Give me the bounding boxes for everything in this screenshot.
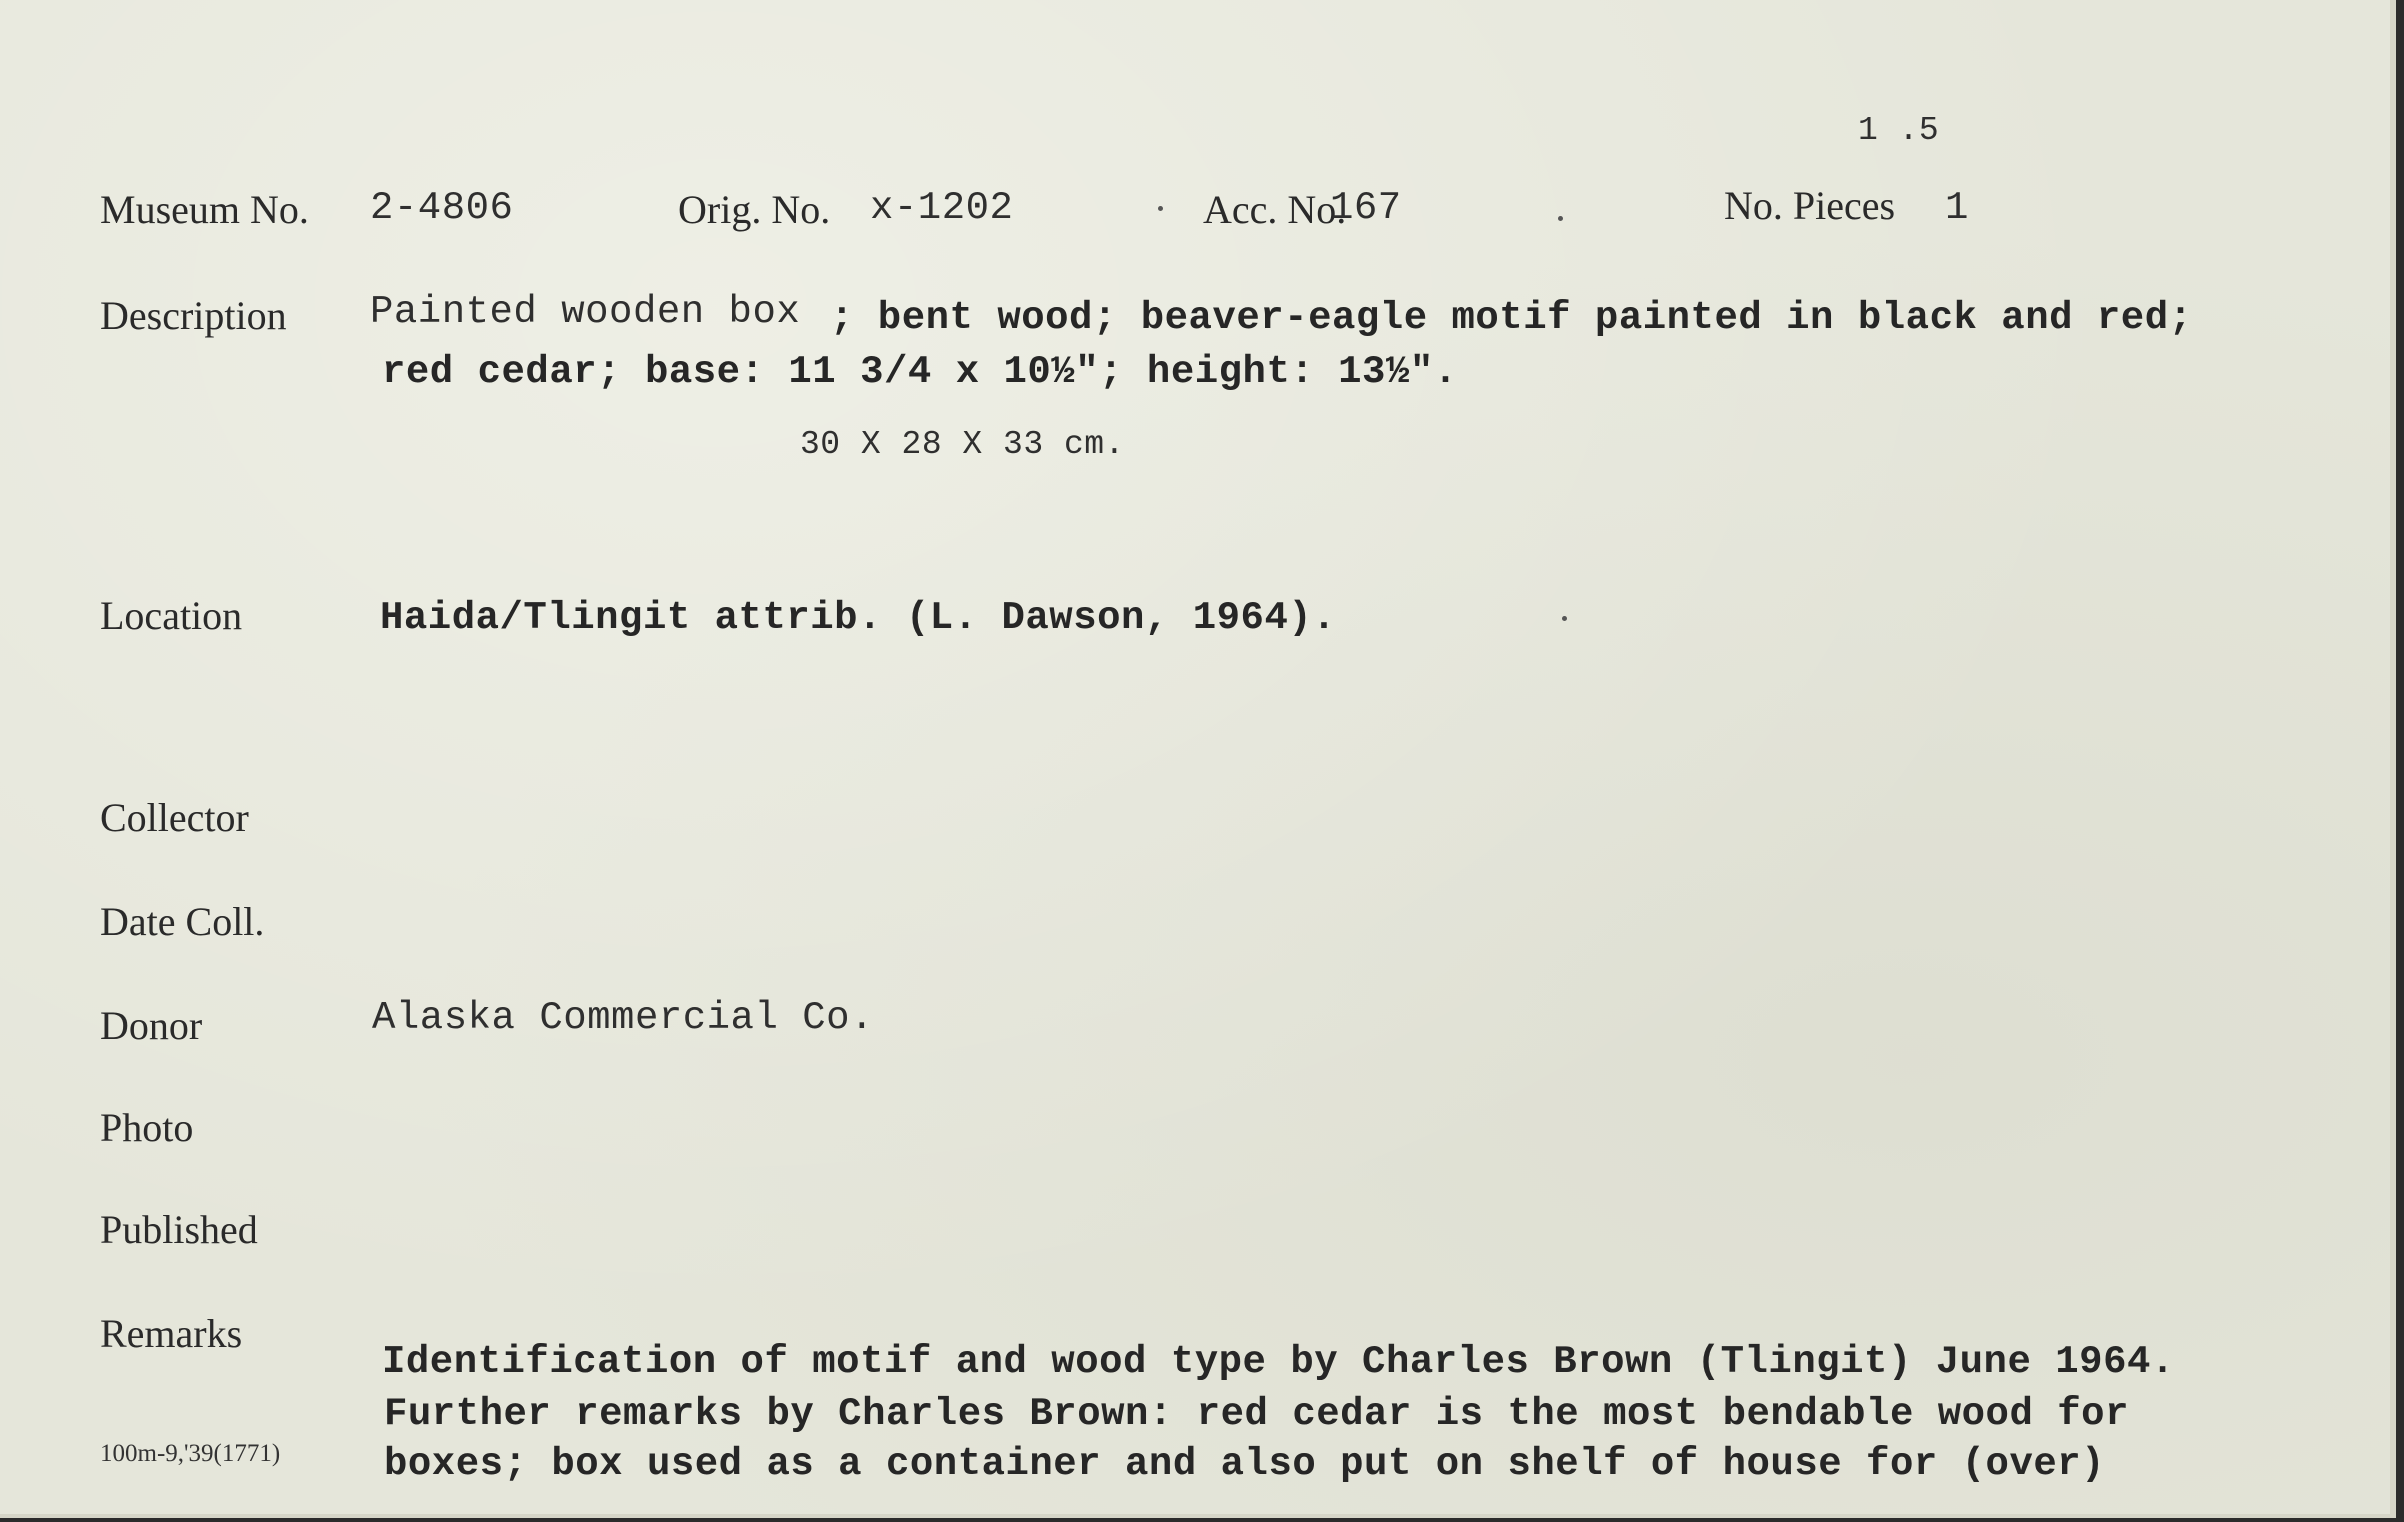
location-label: Location (100, 593, 243, 638)
remarks-line2: Further remarks by Charles Brown: red cedar is the most bendable wood for (384, 1392, 2129, 1436)
description-line1-start: Painted wooden box (370, 290, 801, 334)
acc-no-label: Acc. No. (1203, 187, 1347, 232)
no-pieces-value: 1 (1945, 186, 1969, 230)
description-metric: 30 X 28 X 33 cm. (800, 426, 1125, 463)
donor-value: Alaska Commercial Co. (372, 996, 874, 1040)
acc-no-value: 167 (1330, 186, 1402, 230)
published-label: Published (100, 1207, 258, 1252)
speck (1158, 206, 1163, 211)
photo-label: Photo (100, 1105, 194, 1150)
date-coll-label: Date Coll. (100, 899, 265, 944)
collector-label: Collector (100, 795, 249, 840)
speck (1558, 216, 1563, 221)
museum-no-label: Museum No. (100, 187, 309, 232)
donor-label: Donor (100, 1003, 203, 1048)
remarks-line3: boxes; box used as a container and also put on shelf of house for (over) (384, 1442, 2106, 1486)
no-pieces-label: No. Pieces (1724, 183, 1896, 228)
print-code: 100m-9,'39(1771) (100, 1440, 281, 1467)
speck (1562, 616, 1567, 621)
location-value: Haida/Tlingit attrib. (L. Dawson, 1964). (380, 596, 1337, 640)
corner-number: 1 .5 (1858, 112, 1940, 149)
museum-no-value: 2-4806 (370, 186, 514, 230)
remarks-label: Remarks (100, 1311, 243, 1356)
remarks-line1: Identification of motif and wood type by Charles Brown (Tlingit) June 1964. (382, 1340, 2175, 1384)
description-line1-rest: ; bent wood; beaver-eagle motif painted in black and red; (830, 296, 2193, 340)
description-line2: red cedar; base: 11 3/4 x 10½"; height: 13½". (382, 350, 1458, 394)
orig-no-value: x-1202 (870, 186, 1014, 230)
description-label: Description (100, 293, 287, 338)
orig-no-label: Orig. No. (678, 187, 831, 232)
